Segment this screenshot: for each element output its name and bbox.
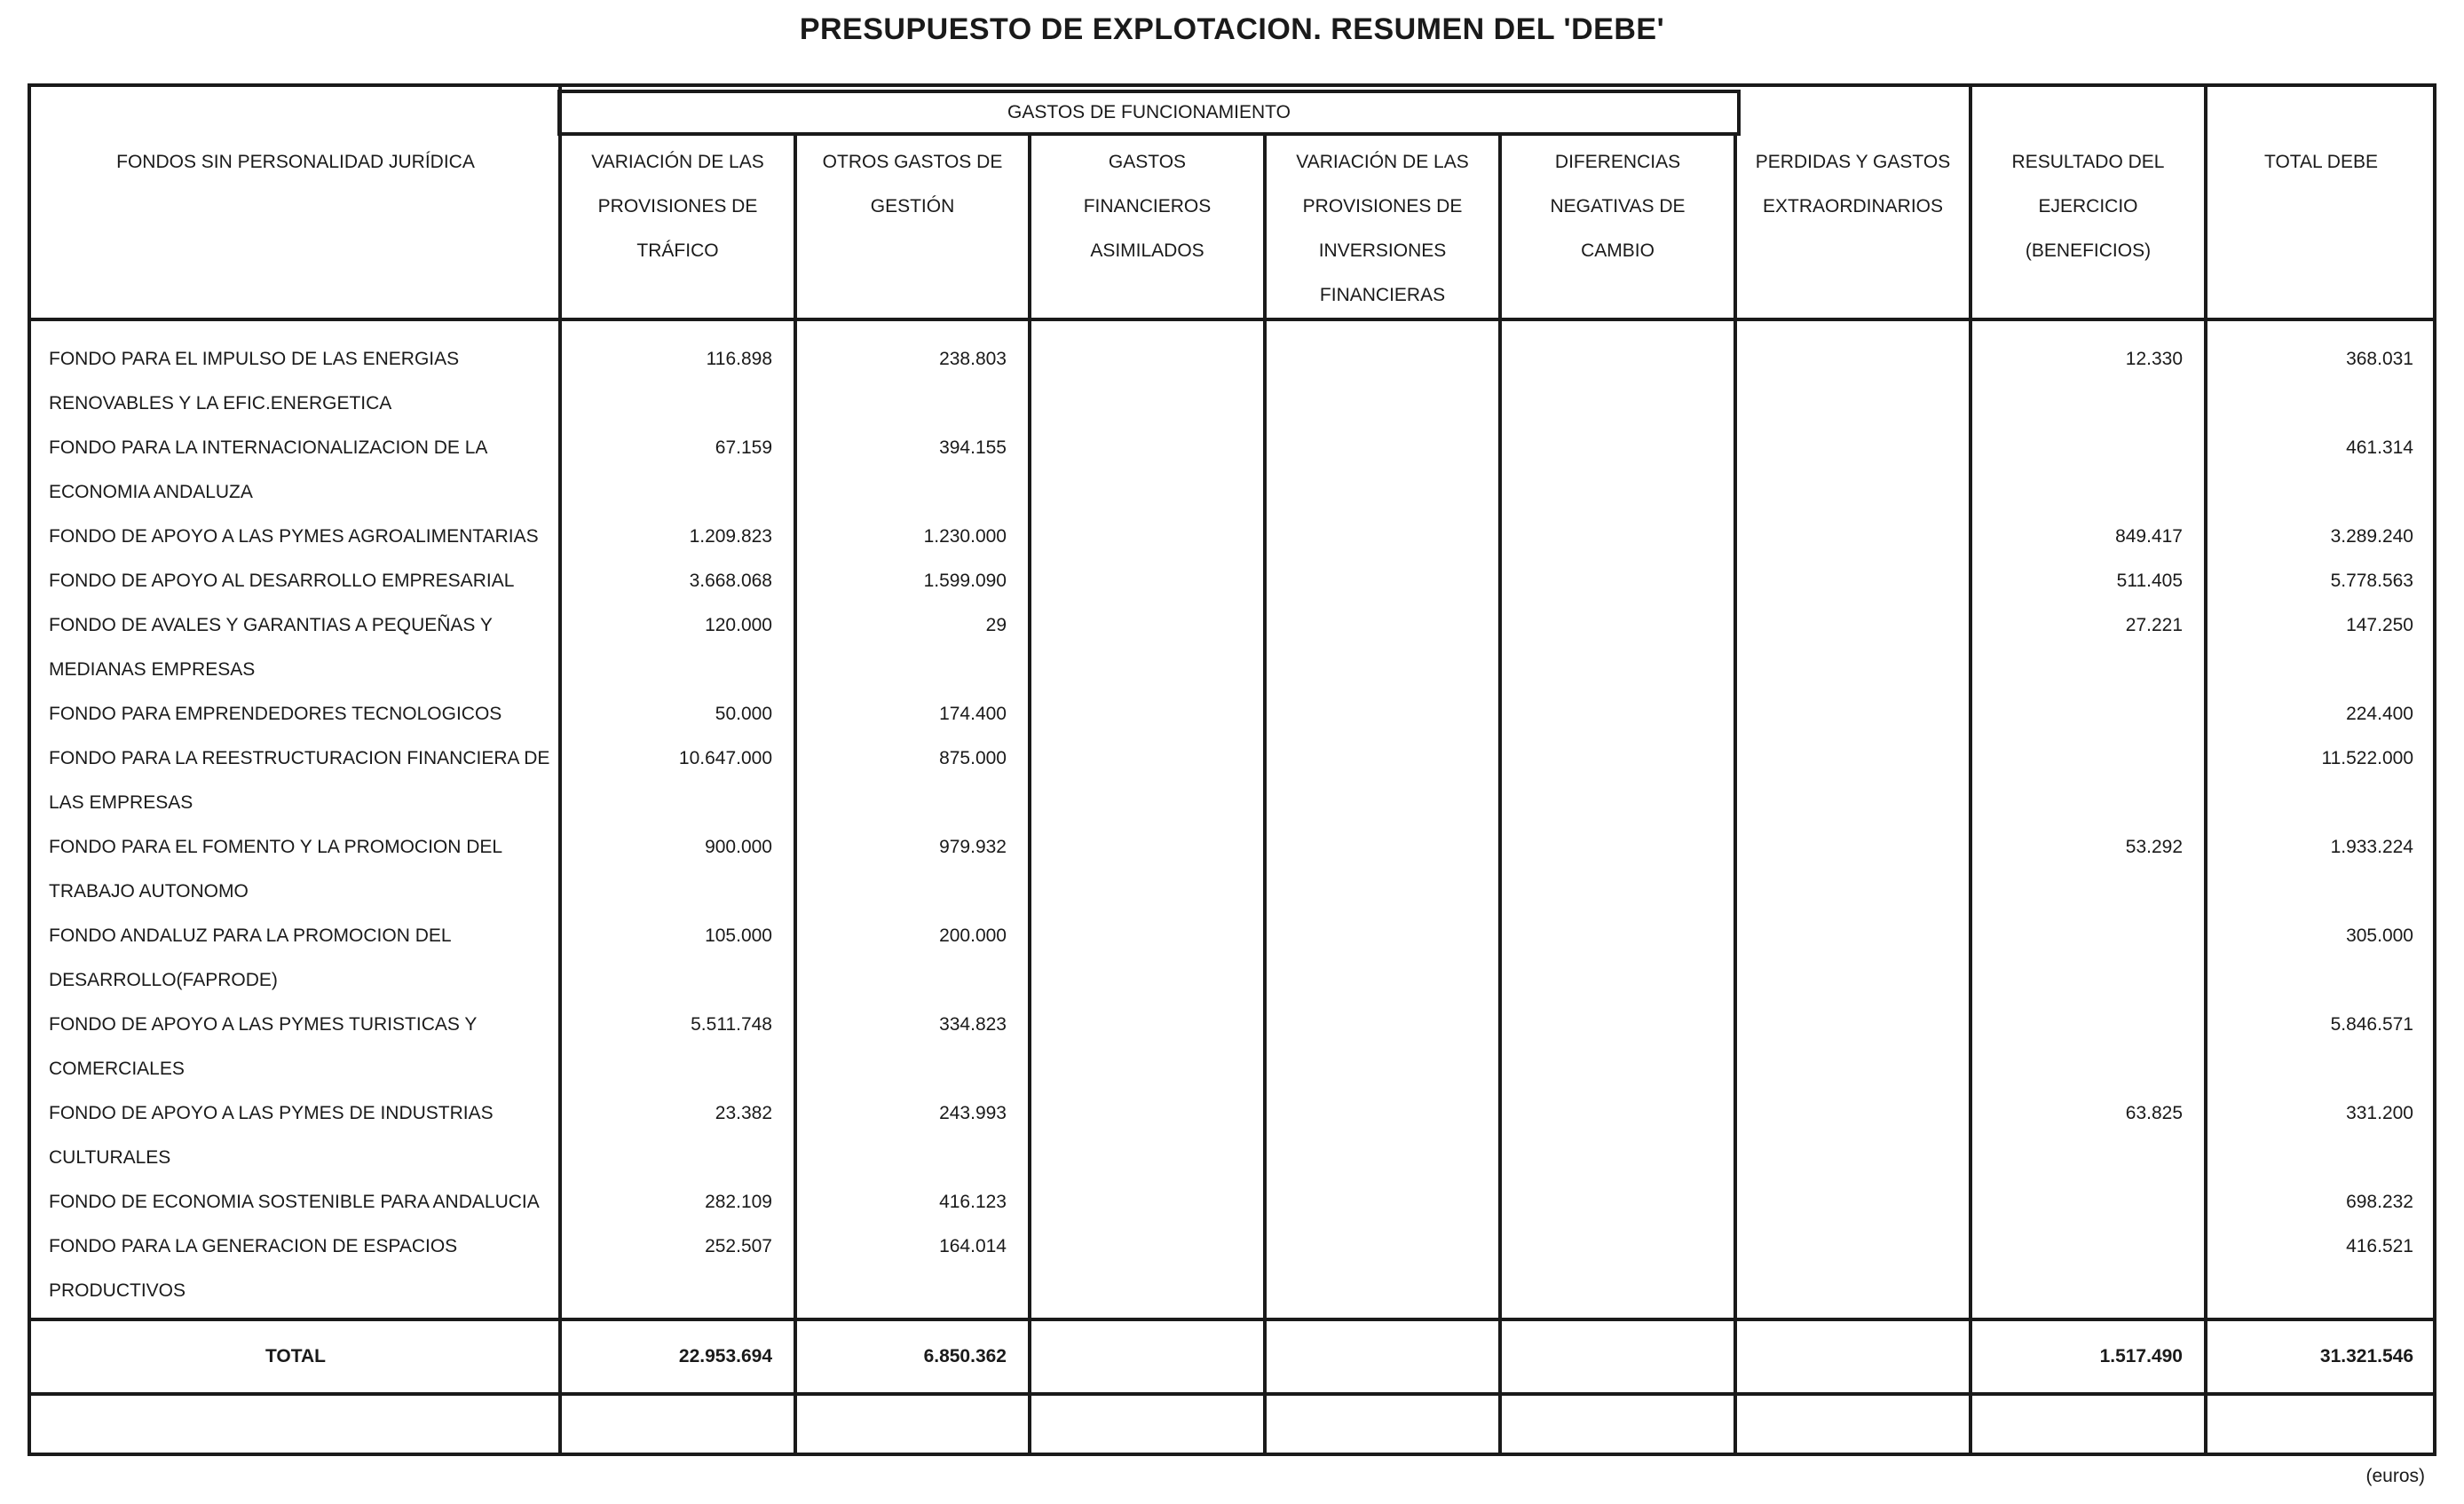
table-cell: 116.898 (706, 349, 772, 369)
row-name (49, 825, 564, 914)
row-name-line: FONDO DE APOYO AL DESARROLLO EMPRESARIAL (49, 571, 515, 591)
budget-table (28, 83, 2436, 1456)
column-header-line: PROVISIONES DE (597, 196, 758, 217)
table-cell: 416.123 (939, 1192, 1007, 1212)
column-header-line: FINANCIEROS (1083, 196, 1212, 217)
row-name-line: ECONOMIA ANDALUZA (49, 482, 253, 502)
column-header-line: GESTIÓN (870, 196, 955, 217)
row-name (49, 1224, 564, 1313)
row-name-line: FONDO PARA LA INTERNACIONALIZACION DE LA (49, 437, 488, 458)
table-cell: 282.109 (705, 1192, 772, 1212)
table-cell: 875.000 (939, 748, 1007, 768)
column-header-line: PROVISIONES DE (1302, 196, 1463, 217)
column-header-line: GASTOS (1108, 152, 1187, 172)
column-header-line: ASIMILADOS (1090, 240, 1204, 261)
total-cell: 22.953.694 (678, 1346, 772, 1366)
table-cell: 5.778.563 (2330, 571, 2413, 591)
table-cell: 50.000 (715, 704, 772, 724)
column-header-line: FINANCIERAS (1319, 285, 1446, 305)
column-header (2206, 140, 2436, 185)
table-cell: 1.209.823 (689, 526, 772, 547)
column-header (1970, 140, 2206, 273)
row-name (49, 426, 564, 515)
row-name-line: FONDO DE APOYO A LAS PYMES AGROALIMENTARIAS (49, 526, 539, 547)
table-cell: 1.933.224 (2330, 837, 2413, 857)
table-cell: 334.823 (939, 1014, 1007, 1035)
table-cell: 11.522.000 (2321, 748, 2413, 768)
table-cell: 252.507 (705, 1236, 772, 1256)
row-name-line: FONDO PARA EL IMPULSO DE LAS ENERGIAS (49, 349, 460, 369)
table-cell: 12.330 (2125, 349, 2183, 369)
row-name-line: FONDO PARA LA GENERACION DE ESPACIOS (49, 1236, 458, 1256)
total-cell: 6.850.362 (923, 1346, 1007, 1366)
table-cell: 461.314 (2346, 437, 2413, 458)
row-name (49, 1091, 564, 1180)
group-header-gastos-funcionamiento: GASTOS DE FUNCIONAMIENTO (557, 90, 1741, 136)
row-name-line: FONDO DE APOYO A LAS PYMES DE INDUSTRIAS (49, 1103, 494, 1123)
table-cell: 53.292 (2125, 837, 2183, 857)
row-name-line: FONDO DE ECONOMIA SOSTENIBLE PARA ANDALUCIA (49, 1192, 540, 1212)
table-cell: 120.000 (705, 615, 772, 635)
total-label: TOTAL (265, 1346, 327, 1366)
table-cell: 200.000 (939, 925, 1007, 946)
page-title: PRESUPUESTO DE EXPLOTACION. RESUMEN DEL 'DEBE' (799, 12, 1665, 46)
row-name-line: LAS EMPRESAS (49, 792, 193, 813)
row-name-line: DESARROLLO(FAPRODE) (49, 970, 278, 990)
table-cell: 5.511.748 (691, 1014, 772, 1035)
row-name (49, 515, 564, 559)
column-header (795, 140, 1030, 229)
table-cell: 3.289.240 (2330, 526, 2413, 547)
table-cell: 3.668.068 (689, 571, 772, 591)
row-divider (31, 1318, 2433, 1321)
table-cell: 698.232 (2346, 1192, 2413, 1212)
column-header-line: TRÁFICO (636, 240, 719, 261)
column-header-line: DIFERENCIAS (1554, 152, 1681, 172)
row-name-line: CULTURALES (49, 1147, 171, 1168)
row-name-line: FONDO ANDALUZ PARA LA PROMOCION DEL (49, 925, 452, 946)
row-name (49, 337, 564, 426)
total-cell: 31.321.546 (2319, 1346, 2413, 1366)
column-header-line: INVERSIONES (1318, 240, 1447, 261)
column-header (1030, 140, 1265, 273)
column-header-line: PERDIDAS Y GASTOS (1755, 152, 1951, 172)
table-cell: 849.417 (2115, 526, 2183, 547)
row-name-line: FONDO PARA EMPRENDEDORES TECNOLOGICOS (49, 704, 502, 724)
row-name (49, 914, 564, 1003)
row-name (49, 736, 564, 825)
table-cell: 23.382 (715, 1103, 772, 1123)
table-cell: 368.031 (2346, 349, 2413, 369)
row-name-line: PRODUCTIVOS (49, 1280, 186, 1301)
table-cell: 63.825 (2125, 1103, 2183, 1123)
row-name (49, 1003, 564, 1091)
total-cell: 1.517.490 (2099, 1346, 2183, 1366)
table-cell: 5.846.571 (2330, 1014, 2413, 1035)
row-name (49, 559, 564, 603)
row-divider (31, 1392, 2433, 1396)
header-fondos: FONDOS SIN PERSONALIDAD JURÍDICA (116, 152, 475, 172)
table-cell: 29 (985, 615, 1007, 635)
column-header-line: EXTRAORDINARIOS (1762, 196, 1944, 217)
table-cell: 416.521 (2346, 1236, 2413, 1256)
unit-note: (euros) (2365, 1466, 2425, 1486)
row-name (49, 692, 564, 736)
table-cell: 243.993 (939, 1103, 1007, 1123)
column-header-line: RESULTADO DEL (2011, 152, 2165, 172)
table-cell: 10.647.000 (678, 748, 772, 768)
table-cell: 305.000 (2346, 925, 2413, 946)
row-name-line: MEDIANAS EMPRESAS (49, 659, 256, 680)
column-header-line: TOTAL DEBE (2264, 152, 2378, 172)
table-cell: 1.230.000 (923, 526, 1007, 547)
table-cell: 979.932 (939, 837, 1007, 857)
table-cell: 105.000 (705, 925, 772, 946)
column-header-line: (BENEFICIOS) (2025, 240, 2152, 261)
column-header-line: VARIACIÓN DE LAS (591, 152, 764, 172)
row-name (49, 603, 564, 692)
column-header (1500, 140, 1735, 273)
column-header (560, 140, 795, 273)
column-divider (1733, 136, 1737, 1453)
row-divider (31, 318, 2433, 321)
column-header-line: CAMBIO (1581, 240, 1655, 261)
column-header (1265, 140, 1500, 318)
row-name-line: COMERCIALES (49, 1059, 185, 1079)
table-cell: 331.200 (2346, 1103, 2413, 1123)
table-cell: 27.221 (2125, 615, 2183, 635)
column-header (1735, 140, 1970, 229)
table-cell: 67.159 (715, 437, 772, 458)
table-cell: 394.155 (939, 437, 1007, 458)
row-name-line: RENOVABLES Y LA EFIC.ENERGETICA (49, 393, 392, 413)
table-cell: 900.000 (705, 837, 772, 857)
column-divider (1498, 136, 1502, 1453)
column-divider (1969, 87, 1972, 1453)
table-cell: 1.599.090 (923, 571, 1007, 591)
table-cell: 238.803 (939, 349, 1007, 369)
column-header-line: OTROS GASTOS DE (822, 152, 1003, 172)
column-divider (1028, 136, 1031, 1453)
row-name-line: FONDO DE APOYO A LAS PYMES TURISTICAS Y (49, 1014, 478, 1035)
row-name-line: FONDO PARA LA REESTRUCTURACION FINANCIERA DE (49, 748, 550, 768)
table-cell: 224.400 (2346, 704, 2413, 724)
table-cell: 174.400 (939, 704, 1007, 724)
table-cell: 147.250 (2346, 615, 2413, 635)
column-divider (1263, 136, 1267, 1453)
row-name-line: TRABAJO AUTONOMO (49, 881, 249, 902)
row-name-line: FONDO DE AVALES Y GARANTIAS A PEQUEÑAS Y (49, 615, 493, 635)
row-name (49, 1180, 564, 1224)
row-name-line: FONDO PARA EL FOMENTO Y LA PROMOCION DEL (49, 837, 503, 857)
table-cell: 511.405 (2116, 571, 2183, 591)
table-cell: 164.014 (939, 1236, 1007, 1256)
column-header-line: VARIACIÓN DE LAS (1296, 152, 1469, 172)
column-header-line: NEGATIVAS DE (1550, 196, 1686, 217)
column-header-line: EJERCICIO (2038, 196, 2138, 217)
